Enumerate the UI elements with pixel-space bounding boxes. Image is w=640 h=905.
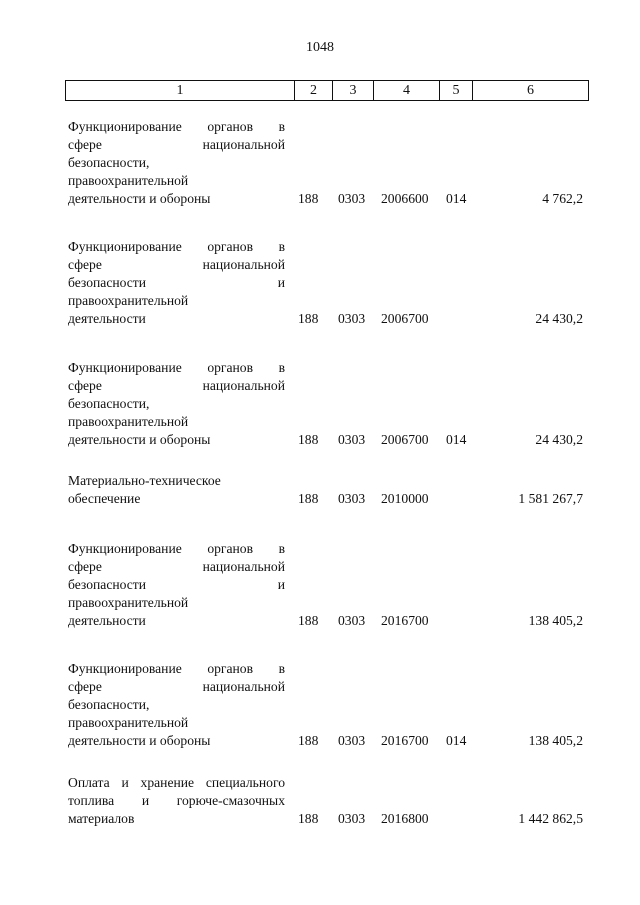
cell-c6: 4 762,2 — [542, 191, 583, 206]
description-line: правоохранительной — [68, 173, 189, 188]
description-line: сфере национальной — [68, 679, 285, 694]
cell-c4: 2016800 — [381, 811, 429, 826]
row-description — [68, 118, 285, 208]
description-line: правоохранительной — [68, 595, 189, 610]
description-line: топлива и горюче-смазочных — [68, 793, 285, 808]
cell-c5: 014 — [446, 432, 467, 447]
row-description — [68, 660, 285, 750]
row-description — [68, 540, 285, 630]
row-description — [68, 238, 285, 328]
cell-c2: 188 — [298, 311, 319, 326]
description-line: сфере национальной — [68, 559, 285, 574]
table-row — [0, 472, 640, 508]
table-row — [0, 238, 640, 328]
description-line: деятельности и обороны — [68, 432, 211, 447]
cell-c3: 0303 — [338, 491, 366, 506]
header-col-1: 1 — [66, 81, 295, 101]
row-description — [68, 774, 285, 828]
table-row — [0, 660, 640, 750]
cell-c4: 2016700 — [381, 733, 429, 748]
cell-c2: 188 — [298, 811, 319, 826]
cell-c3: 0303 — [338, 432, 366, 447]
cell-c6: 1 442 862,5 — [518, 811, 583, 826]
table-row — [0, 118, 640, 208]
description-line: безопасности, — [68, 155, 150, 170]
description-line: обеспечение — [68, 491, 141, 506]
table-row — [0, 774, 640, 828]
description-line: Функционирование органов в — [68, 239, 285, 254]
cell-c4: 2006700 — [381, 311, 429, 326]
header-col-3: 3 — [333, 81, 374, 101]
cell-c5: 014 — [446, 733, 467, 748]
cell-c2: 188 — [298, 491, 319, 506]
description-line: Материально-техническое — [68, 473, 221, 488]
cell-c2: 188 — [298, 432, 319, 447]
column-header-table — [65, 80, 589, 101]
cell-c4: 2006700 — [381, 432, 429, 447]
description-line: деятельности — [68, 613, 146, 628]
cell-c2: 188 — [298, 733, 319, 748]
cell-c5: 014 — [446, 191, 467, 206]
description-line: Оплата и хранение специального — [68, 775, 285, 790]
cell-c6: 138 405,2 — [528, 613, 583, 628]
description-line: Функционирование органов в — [68, 661, 285, 676]
row-description — [68, 359, 285, 449]
cell-c4: 2006600 — [381, 191, 429, 206]
cell-c3: 0303 — [338, 613, 366, 628]
description-line: правоохранительной — [68, 414, 189, 429]
header-col-6: 6 — [473, 81, 589, 101]
cell-c3: 0303 — [338, 311, 366, 326]
cell-c3: 0303 — [338, 811, 366, 826]
description-line: сфере национальной — [68, 137, 285, 152]
cell-c6: 1 581 267,7 — [518, 491, 583, 506]
description-line: правоохранительной — [68, 715, 189, 730]
description-line: Функционирование органов в — [68, 360, 285, 375]
description-line: Функционирование органов в — [68, 119, 285, 134]
cell-c6: 24 430,2 — [535, 311, 583, 326]
description-line: правоохранительной — [68, 293, 189, 308]
description-line: сфере национальной — [68, 257, 285, 272]
row-description — [68, 472, 285, 508]
description-line: деятельности и обороны — [68, 733, 211, 748]
description-line: Функционирование органов в — [68, 541, 285, 556]
cell-c6: 24 430,2 — [535, 432, 583, 447]
cell-c3: 0303 — [338, 733, 366, 748]
header-col-5: 5 — [440, 81, 473, 101]
cell-c6: 138 405,2 — [528, 733, 583, 748]
description-line: безопасности, — [68, 697, 150, 712]
cell-c4: 2016700 — [381, 613, 429, 628]
cell-c2: 188 — [298, 191, 319, 206]
description-line: безопасности и — [68, 275, 285, 290]
description-line: сфере национальной — [68, 378, 285, 393]
header-col-4: 4 — [374, 81, 440, 101]
page-number: 1048 — [306, 40, 334, 55]
table-row — [0, 540, 640, 630]
description-line: безопасности, — [68, 396, 150, 411]
header-col-2: 2 — [295, 81, 333, 101]
description-line: материалов — [68, 811, 135, 826]
cell-c3: 0303 — [338, 191, 366, 206]
cell-c2: 188 — [298, 613, 319, 628]
description-line: безопасности и — [68, 577, 285, 592]
description-line: деятельности и обороны — [68, 191, 211, 206]
cell-c4: 2010000 — [381, 491, 429, 506]
description-line: деятельности — [68, 311, 146, 326]
table-row — [0, 359, 640, 449]
